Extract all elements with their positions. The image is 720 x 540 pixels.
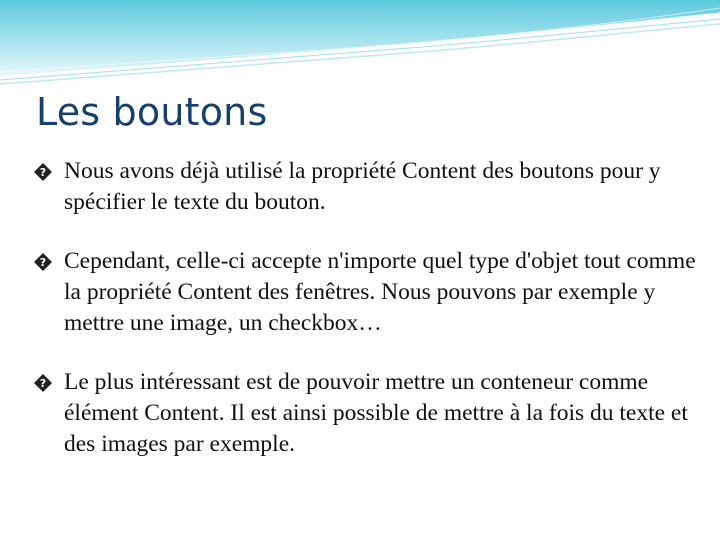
svg-text:?: ? [39,377,47,390]
header-wave-decoration [0,0,720,90]
bullet-text: Le plus intéressant est de pouvoir mettre un conteneur comme élément Content. Il est ainsi possible de mettre à la fois du texte et des images par exemple. [64,369,688,457]
slide-title: Les boutons [36,90,268,134]
bullet-text: Cependant, celle-ci accepte n'importe quel type d'objet tout comme la propriété Content des fenêtres. Nous pouvons par exemple y mettre une image, un checkbox… [64,248,696,336]
bullet-item [34,246,714,339]
bullet-item [34,156,714,218]
bullet-text: Nous avons déjà utilisé la propriété Content des boutons pour y spécifier le texte du bouton. [64,158,661,215]
svg-text:?: ? [39,256,47,269]
bullet-item [34,367,714,460]
missing-glyph-icon [34,374,52,392]
bullet-list [34,156,714,460]
missing-glyph-icon [34,163,52,181]
svg-text:?: ? [39,166,47,179]
missing-glyph-icon [34,253,52,271]
